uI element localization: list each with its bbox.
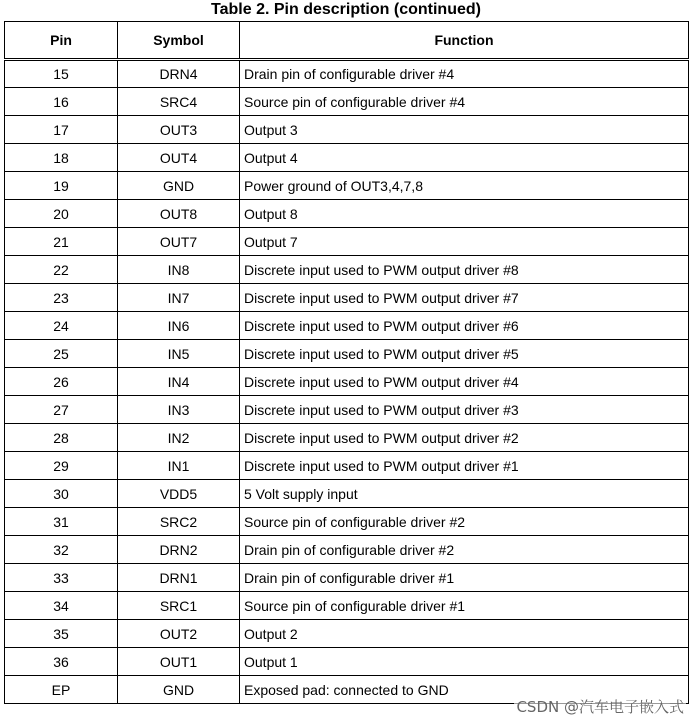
symbol-cell: SRC2 [118, 508, 240, 536]
table-row [5, 480, 689, 508]
function-cell: Source pin of configurable driver #4 [240, 88, 689, 116]
pin-cell: 20 [5, 200, 118, 228]
function-cell: Output 8 [240, 200, 689, 228]
table-row [5, 256, 689, 284]
table-row [5, 452, 689, 480]
watermark: CSDN @汽车电子嵌入式 [516, 698, 684, 716]
function-cell: Drain pin of configurable driver #2 [240, 536, 689, 564]
table-row [5, 592, 689, 620]
table-row [5, 88, 689, 116]
table-row [5, 508, 689, 536]
function-cell: Discrete input used to PWM output driver #8 [240, 256, 689, 284]
function-cell: Output 1 [240, 648, 689, 676]
pin-cell: 29 [5, 452, 118, 480]
function-cell: Drain pin of configurable driver #1 [240, 564, 689, 592]
table-row [5, 228, 689, 256]
table-row [5, 200, 689, 228]
symbol-cell: DRN1 [118, 564, 240, 592]
function-cell: Output 3 [240, 116, 689, 144]
symbol-cell: OUT8 [118, 200, 240, 228]
table-row [5, 60, 689, 88]
header-function: Function [240, 22, 689, 60]
function-cell: Output 7 [240, 228, 689, 256]
pin-cell: 19 [5, 172, 118, 200]
function-cell: Discrete input used to PWM output driver #1 [240, 452, 689, 480]
table-row [5, 312, 689, 340]
function-cell: Drain pin of configurable driver #4 [240, 60, 689, 88]
symbol-cell: OUT1 [118, 648, 240, 676]
pin-cell: 24 [5, 312, 118, 340]
table-row [5, 116, 689, 144]
symbol-cell: OUT7 [118, 228, 240, 256]
table-row [5, 172, 689, 200]
symbol-cell: SRC1 [118, 592, 240, 620]
pin-cell: 22 [5, 256, 118, 284]
symbol-cell: DRN4 [118, 60, 240, 88]
symbol-cell: OUT2 [118, 620, 240, 648]
header-symbol: Symbol [118, 22, 240, 60]
symbol-cell: OUT3 [118, 116, 240, 144]
table-row [5, 564, 689, 592]
pin-cell: 17 [5, 116, 118, 144]
symbol-cell: GND [118, 676, 240, 704]
pin-cell: 34 [5, 592, 118, 620]
header-pin: Pin [5, 22, 118, 60]
pin-cell: 30 [5, 480, 118, 508]
pin-cell: 27 [5, 396, 118, 424]
symbol-cell: IN3 [118, 396, 240, 424]
table-row [5, 536, 689, 564]
symbol-cell: VDD5 [118, 480, 240, 508]
pin-cell: 26 [5, 368, 118, 396]
pin-description-table [4, 21, 689, 704]
function-cell: Discrete input used to PWM output driver #4 [240, 368, 689, 396]
symbol-cell: SRC4 [118, 88, 240, 116]
pin-cell: 18 [5, 144, 118, 172]
pin-cell: 21 [5, 228, 118, 256]
pin-cell: 33 [5, 564, 118, 592]
function-cell: Source pin of configurable driver #1 [240, 592, 689, 620]
symbol-cell: IN7 [118, 284, 240, 312]
pin-cell: 15 [5, 60, 118, 88]
function-cell: Discrete input used to PWM output driver #2 [240, 424, 689, 452]
function-cell: Discrete input used to PWM output driver #7 [240, 284, 689, 312]
pin-cell: 35 [5, 620, 118, 648]
function-cell: Source pin of configurable driver #2 [240, 508, 689, 536]
function-cell: Power ground of OUT3,4,7,8 [240, 172, 689, 200]
table-row [5, 284, 689, 312]
pin-cell: 32 [5, 536, 118, 564]
pin-cell: 25 [5, 340, 118, 368]
pin-cell: 23 [5, 284, 118, 312]
table-caption: Table 2. Pin description (continued) [211, 1, 481, 18]
table-row [5, 340, 689, 368]
symbol-cell: IN6 [118, 312, 240, 340]
function-cell: Output 4 [240, 144, 689, 172]
symbol-cell: IN5 [118, 340, 240, 368]
symbol-cell: IN2 [118, 424, 240, 452]
function-cell: Discrete input used to PWM output driver #3 [240, 396, 689, 424]
pin-cell: 36 [5, 648, 118, 676]
pin-cell: EP [5, 676, 118, 704]
table-row [5, 396, 689, 424]
pin-cell: 31 [5, 508, 118, 536]
symbol-cell: GND [118, 172, 240, 200]
symbol-cell: IN4 [118, 368, 240, 396]
symbol-cell: IN8 [118, 256, 240, 284]
function-cell: Discrete input used to PWM output driver #6 [240, 312, 689, 340]
table-body [5, 60, 689, 704]
table-row [5, 648, 689, 676]
symbol-cell: OUT4 [118, 144, 240, 172]
function-cell: Output 2 [240, 620, 689, 648]
table-header-row [5, 22, 689, 60]
table-row [5, 368, 689, 396]
table-row [5, 620, 689, 648]
pin-cell: 16 [5, 88, 118, 116]
table-row [5, 424, 689, 452]
function-cell: Discrete input used to PWM output driver #5 [240, 340, 689, 368]
pin-cell: 28 [5, 424, 118, 452]
function-cell: Exposed pad: connected to GND [240, 676, 689, 704]
symbol-cell: IN1 [118, 452, 240, 480]
function-cell: 5 Volt supply input [240, 480, 689, 508]
symbol-cell: DRN2 [118, 536, 240, 564]
table-row [5, 144, 689, 172]
